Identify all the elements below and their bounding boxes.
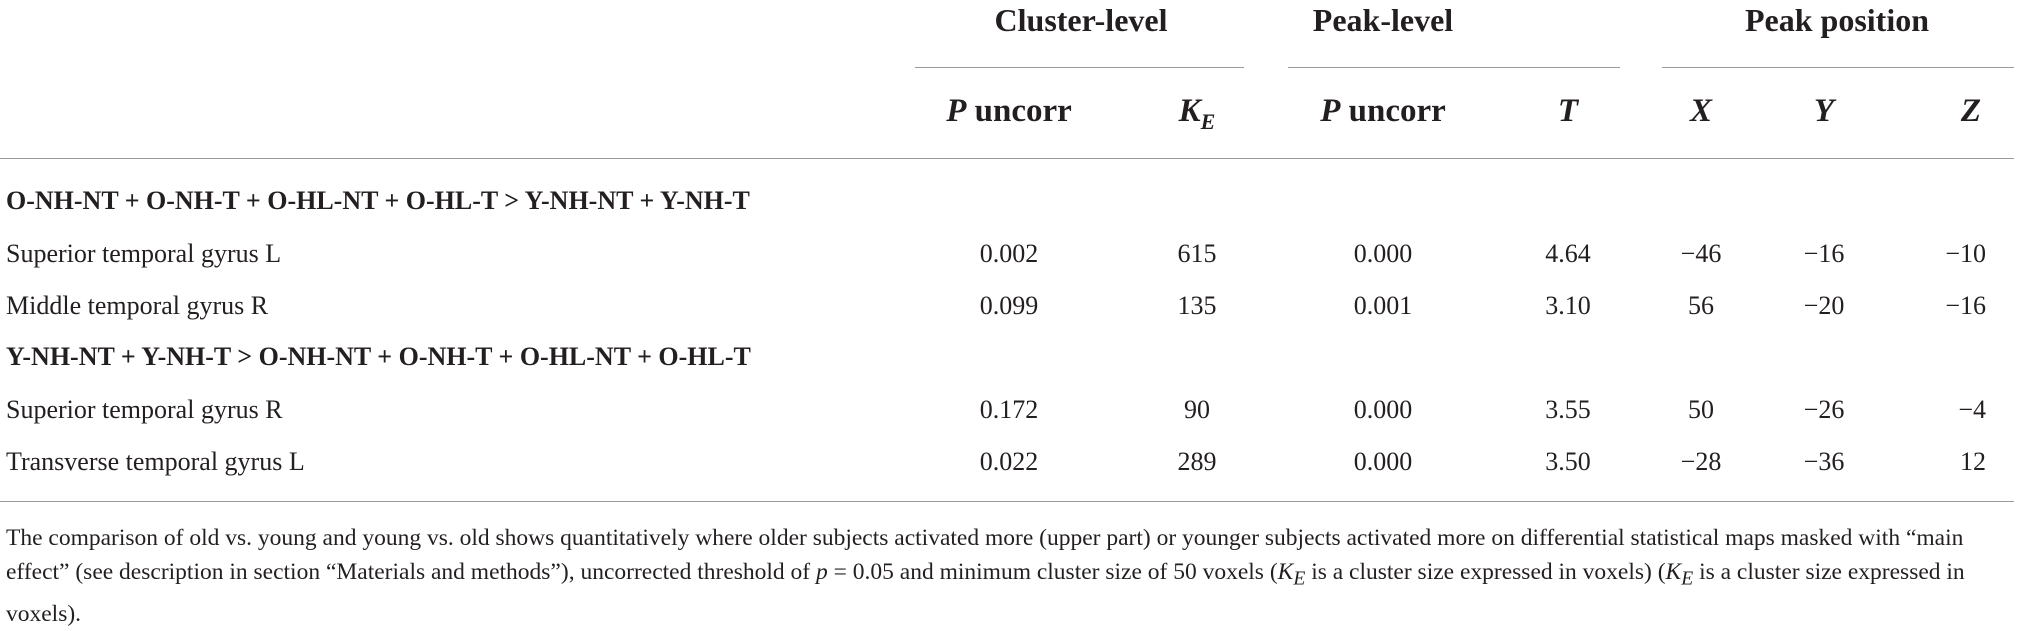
col-header-peak-p-uncorr: P uncorr: [1320, 93, 1446, 129]
col-header-cluster-p-uncorr: P uncorr: [946, 93, 1072, 129]
cell-y: −36: [1803, 447, 1845, 476]
col-header-z: Z: [1960, 93, 1982, 129]
cell-ke: 135: [1177, 291, 1217, 320]
cell-x: 56: [1688, 291, 1714, 320]
cell-y: −16: [1803, 239, 1845, 268]
col-header-x: X: [1689, 93, 1713, 129]
col-header-y: Y: [1813, 93, 1835, 129]
table-row-region: Superior temporal gyrus R: [6, 395, 283, 424]
contrast-heading-old-gt-young: O-NH-NT + O-NH-T + O-HL-NT + O-HL-T > Y-NH-NT + Y-NH-T: [6, 186, 750, 215]
peak-level-underline: [1288, 67, 1620, 68]
contrast-heading-young-gt-old: Y-NH-NT + Y-NH-T > O-NH-NT + O-NH-T + O-HL-NT + O-HL-T: [6, 342, 751, 371]
cell-peak-p: 0.000: [1353, 447, 1413, 476]
cell-z: −4: [1958, 395, 1986, 424]
cell-t: 3.55: [1545, 395, 1591, 424]
col-header-ke: $K_E$: [1178, 93, 1216, 134]
cell-y: −26: [1803, 395, 1845, 424]
cell-y: −20: [1803, 291, 1845, 320]
table-bottom-rule: [0, 501, 2014, 502]
cell-z: −10: [1945, 239, 1986, 268]
cell-ke: 289: [1177, 447, 1217, 476]
cell-cluster-p: 0.022: [979, 447, 1039, 476]
cell-z: 12: [1960, 447, 1986, 476]
cell-t: 3.50: [1545, 447, 1591, 476]
group-header-peak-level: Peak-level: [1312, 2, 1454, 38]
cell-peak-p: 0.000: [1353, 239, 1413, 268]
cell-x: −46: [1680, 239, 1722, 268]
cell-z: −16: [1945, 291, 1986, 320]
cell-peak-p: 0.001: [1353, 291, 1413, 320]
cell-t: 3.10: [1545, 291, 1591, 320]
cell-x: −28: [1680, 447, 1722, 476]
cell-ke: 615: [1177, 239, 1217, 268]
cell-cluster-p: 0.172: [979, 395, 1039, 424]
table-footnote: The comparison of old vs. young and young vs. old shows quantitatively where older subjects activated more (upper part) or younger subjects activated more on differential statistical maps masked with “main effect” (see description in section “Materials and methods”), uncorrected threshold of p = 0.05 and minimum cluster size of 50 voxels ($K_E$ is a cluster size expressed in voxels) ($K_E$ is a cluster size expressed in voxels).: [6, 525, 1965, 627]
group-header-cluster-level: Cluster-level: [994, 2, 1168, 38]
peak-position-underline: [1662, 67, 2014, 68]
cell-peak-p: 0.000: [1353, 395, 1413, 424]
col-header-t: T: [1557, 93, 1579, 129]
header-bottom-rule: [0, 158, 2014, 159]
cell-cluster-p: 0.099: [979, 291, 1039, 320]
table-row-region: Superior temporal gyrus L: [6, 239, 282, 268]
table-row-region: Middle temporal gyrus R: [6, 291, 269, 320]
cluster-level-underline: [915, 67, 1244, 68]
cell-cluster-p: 0.002: [979, 239, 1039, 268]
cell-ke: 90: [1184, 395, 1210, 424]
cell-x: 50: [1688, 395, 1714, 424]
group-header-peak-position: Peak position: [1744, 2, 1930, 38]
table-row-region: Transverse temporal gyrus L: [6, 447, 305, 476]
cell-t: 4.64: [1545, 239, 1591, 268]
